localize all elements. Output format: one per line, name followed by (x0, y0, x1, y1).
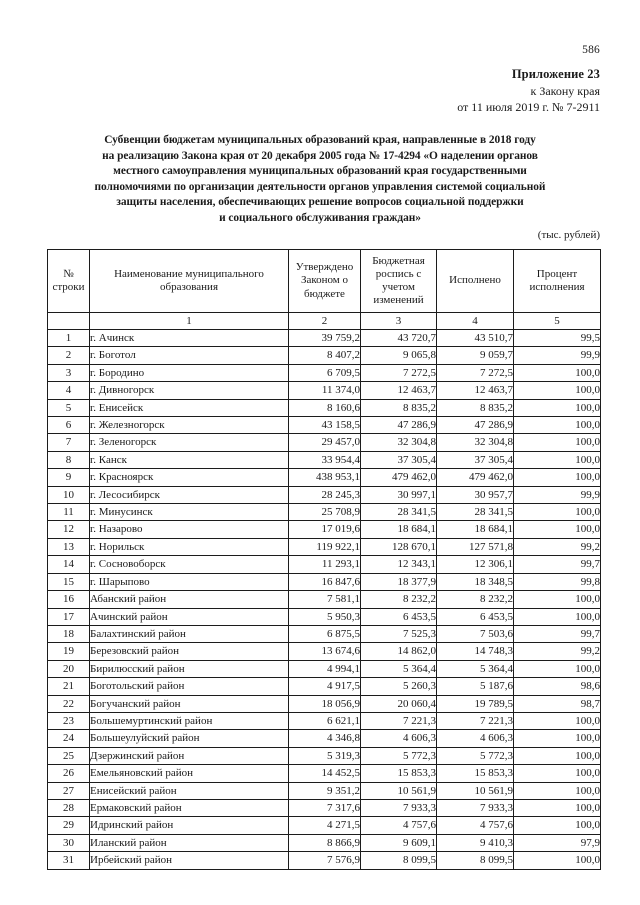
title-line-6: и социального обслуживания граждан» (219, 211, 421, 224)
cell-approved: 9 351,2 (289, 782, 361, 799)
column-number-3: 3 (361, 313, 437, 330)
cell-executed: 127 571,8 (437, 538, 514, 555)
law-date-label: от 11 июля 2019 г. № 7-2911 (457, 100, 600, 114)
column-header-row-number (48, 250, 90, 313)
cell-budget-plan: 7 525,3 (361, 625, 437, 642)
cell-percent: 100,0 (514, 504, 601, 521)
cell-municipality: Большеулуйский район (90, 730, 289, 747)
title-line-5: защиты населения, обеспечивающих решение вопросов социальной поддержки (116, 196, 524, 209)
cell-municipality: Бирилюсский район (90, 660, 289, 677)
cell-municipality: г. Норильск (90, 538, 289, 555)
cell-row-number: 3 (48, 364, 90, 381)
cell-budget-plan: 12 343,1 (361, 556, 437, 573)
table-row (48, 625, 601, 642)
column-number-row (48, 313, 601, 330)
percent-header-line-1: Процент (536, 267, 578, 280)
cell-row-number: 11 (48, 504, 90, 521)
cell-row-number: 21 (48, 678, 90, 695)
table-row (48, 834, 601, 851)
cell-row-number: 16 (48, 591, 90, 608)
cell-percent: 100,0 (514, 782, 601, 799)
cell-municipality: Ирбейский район (90, 852, 289, 869)
row-number-header-line-2: строки (52, 281, 85, 293)
cell-row-number: 31 (48, 852, 90, 869)
cell-approved: 4 917,5 (289, 678, 361, 695)
table-row (48, 382, 601, 399)
table-row (48, 591, 601, 608)
cell-executed: 479 462,0 (437, 469, 514, 486)
cell-percent: 100,0 (514, 591, 601, 608)
document-title (52, 133, 588, 227)
cell-municipality: г. Шарыпово (90, 573, 289, 590)
table-row (48, 782, 601, 799)
cell-approved: 6 621,1 (289, 712, 361, 729)
title-line-3: местного самоуправления муниципальных образований края государственными (113, 165, 527, 178)
cell-executed: 19 789,5 (437, 695, 514, 712)
percent-header-line-2: исполнения (529, 281, 585, 293)
table-row (48, 364, 601, 381)
column-header-budget-plan (361, 250, 437, 313)
cell-approved: 29 457,0 (289, 434, 361, 451)
cell-executed: 5 364,4 (437, 660, 514, 677)
cell-budget-plan: 5 364,4 (361, 660, 437, 677)
cell-percent: 98,6 (514, 678, 601, 695)
cell-municipality: г. Лесосибирск (90, 486, 289, 503)
cell-percent: 100,0 (514, 364, 601, 381)
cell-percent: 100,0 (514, 712, 601, 729)
cell-budget-plan: 9 065,8 (361, 347, 437, 364)
cell-budget-plan: 6 453,5 (361, 608, 437, 625)
cell-executed: 32 304,8 (437, 434, 514, 451)
cell-approved: 8 866,9 (289, 834, 361, 851)
cell-row-number: 20 (48, 660, 90, 677)
cell-approved: 11 293,1 (289, 556, 361, 573)
cell-municipality: г. Красноярск (90, 469, 289, 486)
table-row (48, 556, 601, 573)
executed-header-line-1: Исполнено (449, 274, 501, 287)
cell-approved: 7 581,1 (289, 591, 361, 608)
cell-municipality: Ермаковский район (90, 799, 289, 816)
column-number-5: 5 (514, 313, 601, 330)
table-row (48, 504, 601, 521)
cell-executed: 7 221,3 (437, 712, 514, 729)
subventions-table (47, 249, 601, 870)
cell-percent: 99,2 (514, 538, 601, 555)
table-row (48, 852, 601, 869)
cell-municipality: г. Сосновоборск (90, 556, 289, 573)
cell-budget-plan: 9 609,1 (361, 834, 437, 851)
cell-municipality: г. Канск (90, 451, 289, 468)
column-number-4: 4 (437, 313, 514, 330)
cell-executed: 4 757,6 (437, 817, 514, 834)
cell-row-number: 12 (48, 521, 90, 538)
document-reference (0, 66, 600, 116)
cell-percent: 100,0 (514, 399, 601, 416)
cell-percent: 100,0 (514, 382, 601, 399)
cell-row-number: 28 (48, 799, 90, 816)
cell-row-number: 13 (48, 538, 90, 555)
cell-budget-plan: 8 099,5 (361, 852, 437, 869)
cell-approved: 438 953,1 (289, 469, 361, 486)
cell-approved: 43 158,5 (289, 417, 361, 434)
cell-approved: 25 708,9 (289, 504, 361, 521)
cell-municipality: г. Енисейск (90, 399, 289, 416)
law-reference-label: к Закону края (530, 83, 600, 98)
cell-row-number: 26 (48, 765, 90, 782)
table-row (48, 660, 601, 677)
cell-executed: 18 684,1 (437, 521, 514, 538)
cell-executed: 18 348,5 (437, 573, 514, 590)
cell-approved: 33 954,4 (289, 451, 361, 468)
title-line-2: на реализацию Закона края от 20 декабря 2005 года № 17-4294 «О наделении органов (102, 149, 538, 162)
cell-row-number: 8 (48, 451, 90, 468)
cell-executed: 9 059,7 (437, 347, 514, 364)
cell-percent: 100,0 (514, 799, 601, 816)
cell-row-number: 27 (48, 782, 90, 799)
cell-budget-plan: 479 462,0 (361, 469, 437, 486)
cell-budget-plan: 12 463,7 (361, 382, 437, 399)
cell-budget-plan: 18 684,1 (361, 521, 437, 538)
table-row (48, 469, 601, 486)
cell-percent: 99,8 (514, 573, 601, 590)
budget-plan-header-line-3: учетом (382, 281, 415, 293)
cell-row-number: 14 (48, 556, 90, 573)
cell-percent: 100,0 (514, 469, 601, 486)
cell-row-number: 6 (48, 417, 90, 434)
cell-percent: 99,2 (514, 643, 601, 660)
cell-municipality: г. Боготол (90, 347, 289, 364)
cell-percent: 100,0 (514, 608, 601, 625)
cell-executed: 37 305,4 (437, 451, 514, 468)
cell-approved: 6 709,5 (289, 364, 361, 381)
cell-budget-plan: 47 286,9 (361, 417, 437, 434)
budget-plan-header-line-1: Бюджетная (372, 254, 425, 267)
cell-budget-plan: 18 377,9 (361, 573, 437, 590)
cell-municipality: Идринский район (90, 817, 289, 834)
approved-header-line-1: Утверждено (295, 261, 354, 274)
cell-approved: 16 847,6 (289, 573, 361, 590)
table-row (48, 399, 601, 416)
cell-municipality: Дзержинский район (90, 747, 289, 764)
cell-approved: 4 346,8 (289, 730, 361, 747)
cell-approved: 8 160,6 (289, 399, 361, 416)
cell-budget-plan: 43 720,7 (361, 330, 437, 347)
cell-percent: 100,0 (514, 747, 601, 764)
table-row (48, 747, 601, 764)
cell-municipality: Березовский район (90, 643, 289, 660)
table-header (48, 250, 601, 313)
budget-plan-header-line-4: изменений (373, 294, 424, 307)
cell-budget-plan: 30 997,1 (361, 486, 437, 503)
cell-municipality: г. Назарово (90, 521, 289, 538)
budget-plan-header-line-2: роспись с (375, 267, 422, 280)
cell-percent: 99,7 (514, 625, 601, 642)
cell-budget-plan: 8 232,2 (361, 591, 437, 608)
cell-executed: 7 933,3 (437, 799, 514, 816)
cell-budget-plan: 7 933,3 (361, 799, 437, 816)
cell-row-number: 25 (48, 747, 90, 764)
municipality-header-line-1: Наименование муниципального (114, 267, 264, 280)
table-row (48, 765, 601, 782)
table-row (48, 608, 601, 625)
cell-row-number: 15 (48, 573, 90, 590)
cell-executed: 5 772,3 (437, 747, 514, 764)
cell-municipality: г. Бородино (90, 364, 289, 381)
cell-approved: 7 317,6 (289, 799, 361, 816)
cell-executed: 30 957,7 (437, 486, 514, 503)
cell-budget-plan: 7 272,5 (361, 364, 437, 381)
table-row (48, 678, 601, 695)
cell-percent: 100,0 (514, 451, 601, 468)
cell-percent: 99,9 (514, 347, 601, 364)
table-row (48, 817, 601, 834)
units-label: (тыс. рублей) (537, 229, 600, 241)
cell-percent: 100,0 (514, 730, 601, 747)
cell-executed: 5 187,6 (437, 678, 514, 695)
cell-budget-plan: 4 606,3 (361, 730, 437, 747)
cell-row-number: 24 (48, 730, 90, 747)
cell-municipality: г. Дивногорск (90, 382, 289, 399)
table-row (48, 347, 601, 364)
table-row (48, 712, 601, 729)
approved-header-line-2: Законом о (300, 274, 349, 287)
table-row (48, 799, 601, 816)
cell-percent: 100,0 (514, 765, 601, 782)
cell-municipality: Балахтинский район (90, 625, 289, 642)
cell-executed: 15 853,3 (437, 765, 514, 782)
cell-budget-plan: 37 305,4 (361, 451, 437, 468)
cell-row-number: 17 (48, 608, 90, 625)
cell-percent: 100,0 (514, 434, 601, 451)
table-row (48, 417, 601, 434)
cell-budget-plan: 15 853,3 (361, 765, 437, 782)
table-row (48, 643, 601, 660)
cell-approved: 5 319,3 (289, 747, 361, 764)
table-row (48, 538, 601, 555)
cell-approved: 6 875,5 (289, 625, 361, 642)
cell-budget-plan: 128 670,1 (361, 538, 437, 555)
cell-row-number: 4 (48, 382, 90, 399)
approved-header-line-3: бюджете (304, 287, 345, 300)
cell-approved: 39 759,2 (289, 330, 361, 347)
column-header-municipality (90, 250, 289, 313)
cell-executed: 10 561,9 (437, 782, 514, 799)
cell-percent: 97,9 (514, 834, 601, 851)
column-number-2: 2 (289, 313, 361, 330)
cell-row-number: 29 (48, 817, 90, 834)
cell-budget-plan: 28 341,5 (361, 504, 437, 521)
table-row (48, 573, 601, 590)
cell-budget-plan: 7 221,3 (361, 712, 437, 729)
municipality-header-line-2: образования (159, 281, 219, 293)
page-number: 586 (582, 44, 600, 56)
cell-row-number: 5 (48, 399, 90, 416)
cell-row-number: 10 (48, 486, 90, 503)
cell-approved: 119 922,1 (289, 538, 361, 555)
cell-budget-plan: 10 561,9 (361, 782, 437, 799)
table-row (48, 521, 601, 538)
cell-budget-plan: 5 260,3 (361, 678, 437, 695)
column-number-0 (48, 313, 90, 330)
cell-approved: 13 674,6 (289, 643, 361, 660)
cell-percent: 100,0 (514, 852, 601, 869)
cell-approved: 8 407,2 (289, 347, 361, 364)
cell-executed: 12 306,1 (437, 556, 514, 573)
column-header-executed (437, 250, 514, 313)
cell-executed: 8 099,5 (437, 852, 514, 869)
cell-row-number: 7 (48, 434, 90, 451)
cell-executed: 7 503,6 (437, 625, 514, 642)
cell-budget-plan: 5 772,3 (361, 747, 437, 764)
cell-municipality: Боготольский район (90, 678, 289, 695)
cell-executed: 9 410,3 (437, 834, 514, 851)
cell-executed: 4 606,3 (437, 730, 514, 747)
cell-municipality: г. Минусинск (90, 504, 289, 521)
cell-percent: 98,7 (514, 695, 601, 712)
table-body (48, 330, 601, 870)
cell-executed: 47 286,9 (437, 417, 514, 434)
cell-row-number: 9 (48, 469, 90, 486)
cell-budget-plan: 14 862,0 (361, 643, 437, 660)
cell-municipality: Большемуртинский район (90, 712, 289, 729)
cell-row-number: 2 (48, 347, 90, 364)
cell-municipality: Емельяновский район (90, 765, 289, 782)
cell-approved: 28 245,3 (289, 486, 361, 503)
cell-percent: 100,0 (514, 417, 601, 434)
title-line-4: полномочиями по организации деятельности органов управления системой социальной (94, 180, 546, 193)
cell-executed: 43 510,7 (437, 330, 514, 347)
column-header-approved (289, 250, 361, 313)
cell-municipality: г. Зеленогорск (90, 434, 289, 451)
cell-executed: 8 835,2 (437, 399, 514, 416)
table-row (48, 451, 601, 468)
cell-approved: 5 950,3 (289, 608, 361, 625)
table-row (48, 730, 601, 747)
cell-approved: 7 576,9 (289, 852, 361, 869)
table-header-row (48, 250, 601, 313)
cell-row-number: 19 (48, 643, 90, 660)
cell-municipality: Енисейский район (90, 782, 289, 799)
table-row (48, 695, 601, 712)
cell-executed: 6 453,5 (437, 608, 514, 625)
table-row (48, 330, 601, 347)
column-number-1: 1 (90, 313, 289, 330)
cell-approved: 17 019,6 (289, 521, 361, 538)
cell-percent: 99,7 (514, 556, 601, 573)
cell-approved: 11 374,0 (289, 382, 361, 399)
cell-row-number: 22 (48, 695, 90, 712)
cell-budget-plan: 32 304,8 (361, 434, 437, 451)
cell-executed: 12 463,7 (437, 382, 514, 399)
cell-percent: 100,0 (514, 817, 601, 834)
cell-municipality: г. Железногорск (90, 417, 289, 434)
subventions-table-wrapper (47, 249, 600, 870)
cell-municipality: Ачинский район (90, 608, 289, 625)
cell-municipality: г. Ачинск (90, 330, 289, 347)
cell-row-number: 1 (48, 330, 90, 347)
row-number-header-line-1: № (63, 267, 74, 280)
table-row (48, 486, 601, 503)
cell-executed: 28 341,5 (437, 504, 514, 521)
column-header-percent (514, 250, 601, 313)
cell-row-number: 18 (48, 625, 90, 642)
cell-executed: 7 272,5 (437, 364, 514, 381)
cell-executed: 14 748,3 (437, 643, 514, 660)
cell-budget-plan: 20 060,4 (361, 695, 437, 712)
cell-percent: 100,0 (514, 521, 601, 538)
title-line-1: Субвенции бюджетам муниципальных образований края, направленные в 2018 году (104, 134, 536, 146)
cell-approved: 14 452,5 (289, 765, 361, 782)
cell-municipality: Иланский район (90, 834, 289, 851)
cell-row-number: 23 (48, 712, 90, 729)
cell-budget-plan: 4 757,6 (361, 817, 437, 834)
appendix-label: Приложение 23 (511, 67, 600, 81)
cell-budget-plan: 8 835,2 (361, 399, 437, 416)
cell-approved: 18 056,9 (289, 695, 361, 712)
cell-approved: 4 994,1 (289, 660, 361, 677)
cell-municipality: Абанский район (90, 591, 289, 608)
cell-percent: 99,5 (514, 330, 601, 347)
cell-percent: 100,0 (514, 660, 601, 677)
cell-approved: 4 271,5 (289, 817, 361, 834)
column-number-row-group (48, 313, 601, 330)
table-row (48, 434, 601, 451)
cell-executed: 8 232,2 (437, 591, 514, 608)
cell-municipality: Богучанский район (90, 695, 289, 712)
cell-percent: 99,9 (514, 486, 601, 503)
cell-row-number: 30 (48, 834, 90, 851)
